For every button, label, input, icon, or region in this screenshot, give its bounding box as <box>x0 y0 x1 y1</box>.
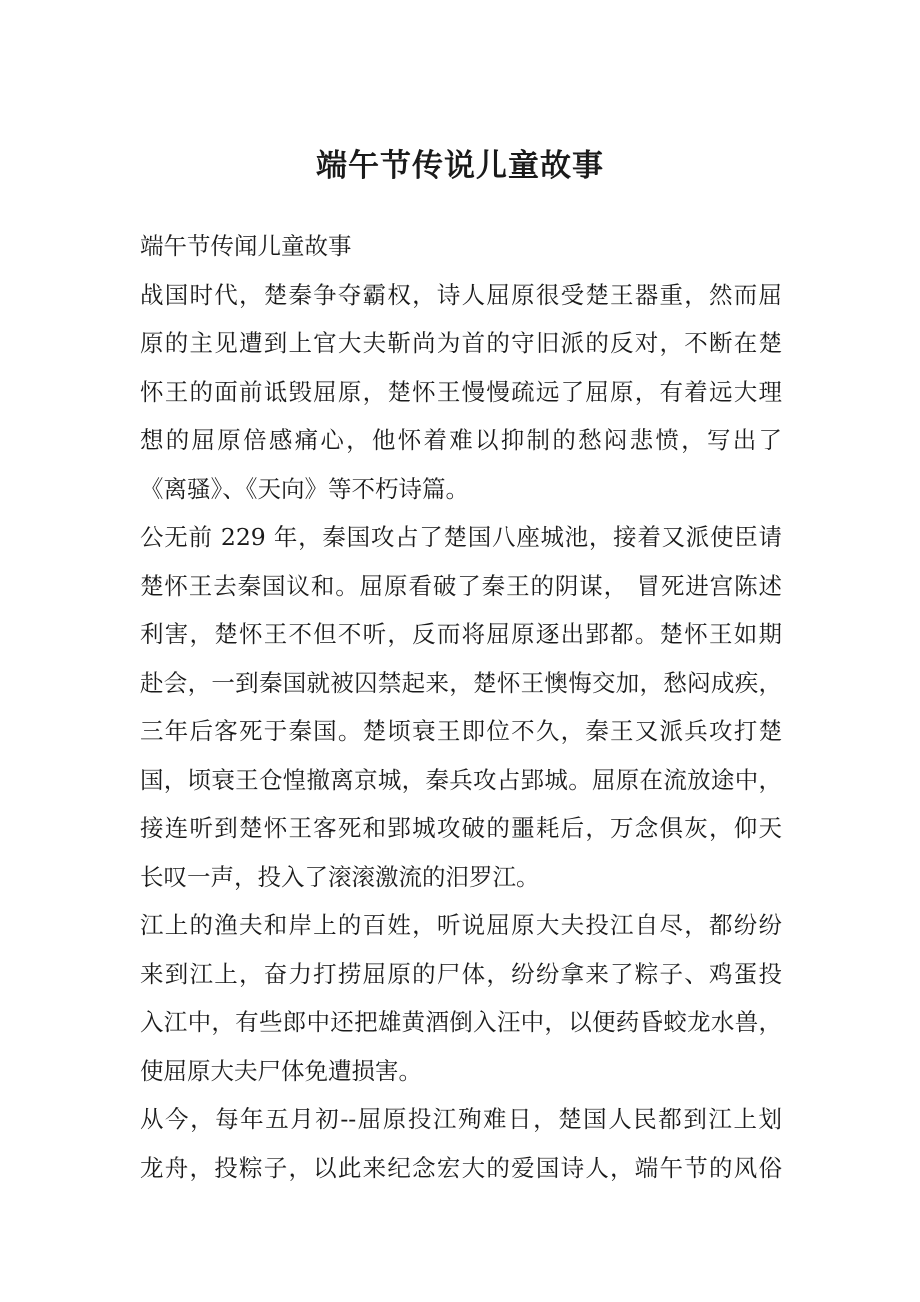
body-line: 原的主见遭到上官大夫靳尚为首的守旧派的反对，不断在楚 <box>140 329 782 357</box>
body-line: 《离骚》、《天向》等不朽诗篇。 <box>140 474 469 503</box>
body-line: 接连听到楚怀王客死和郢城攻破的噩耗后，万念俱灰，仰天 <box>140 814 782 842</box>
body-line: 龙舟，投粽子，以此来纪念宏大的爱国诗人，端午节的风俗 <box>140 1153 782 1182</box>
body-line: 入江中，有些郎中还把雄黄酒倒入汪中，以便药昏蛟龙水兽， <box>140 1008 782 1036</box>
body-line: 怀王的面前诋毁屈原，楚怀王慢慢疏远了屈原，有着远大理 <box>140 377 782 406</box>
body-line: 利害，楚怀王不但不听，反而将屈原逐出郢都。楚怀王如期 <box>140 620 782 648</box>
body-line: 端午节传闻儿童故事 <box>140 232 352 260</box>
body-line: 赴会，一到秦国就被囚禁起来，楚怀王懊悔交加，愁闷成疾， <box>140 668 782 697</box>
body-line: 从今，每年五月初--屈原投江殉难日，楚国人民都到江上划 <box>140 1105 782 1133</box>
body-line: 楚怀王去秦国议和。屈原看破了秦王的阴谋， 冒死进宫陈述 <box>140 571 782 600</box>
body-line: 江上的渔夫和岸上的百姓，听说屈原大夫投江自尽，都纷纷 <box>140 911 782 939</box>
document-body <box>140 222 782 1192</box>
body-line: 长叹一声，投入了滚滚激流的汨罗江。 <box>140 862 540 891</box>
body-line: 来到江上，奋力打捞屈原的尸体，纷纷拿来了粽子、鸡蛋投 <box>140 959 782 988</box>
body-line: 想的屈原倍感痛心，他怀着难以抑制的愁闷悲愤，写出了 <box>140 426 782 454</box>
body-line: 三年后客死于秦国。楚顷衰王即位不久，秦王又派兵攻打楚 <box>140 717 782 745</box>
body-line: 使屈原大夫尸体免遭损害。 <box>140 1056 422 1085</box>
body-line: 战国时代，楚秦争夺霸权，诗人屈原很受楚王器重，然而屈 <box>140 280 782 309</box>
body-line: 国，顷衰王仓惶撤离京城，秦兵攻占郢城。屈原在流放途中， <box>140 765 782 794</box>
document-title: 端午节传说儿童故事 <box>316 148 604 184</box>
body-line: 公无前 229 年，秦国攻占了楚国八座城池，接着又派使臣请 <box>140 523 782 551</box>
